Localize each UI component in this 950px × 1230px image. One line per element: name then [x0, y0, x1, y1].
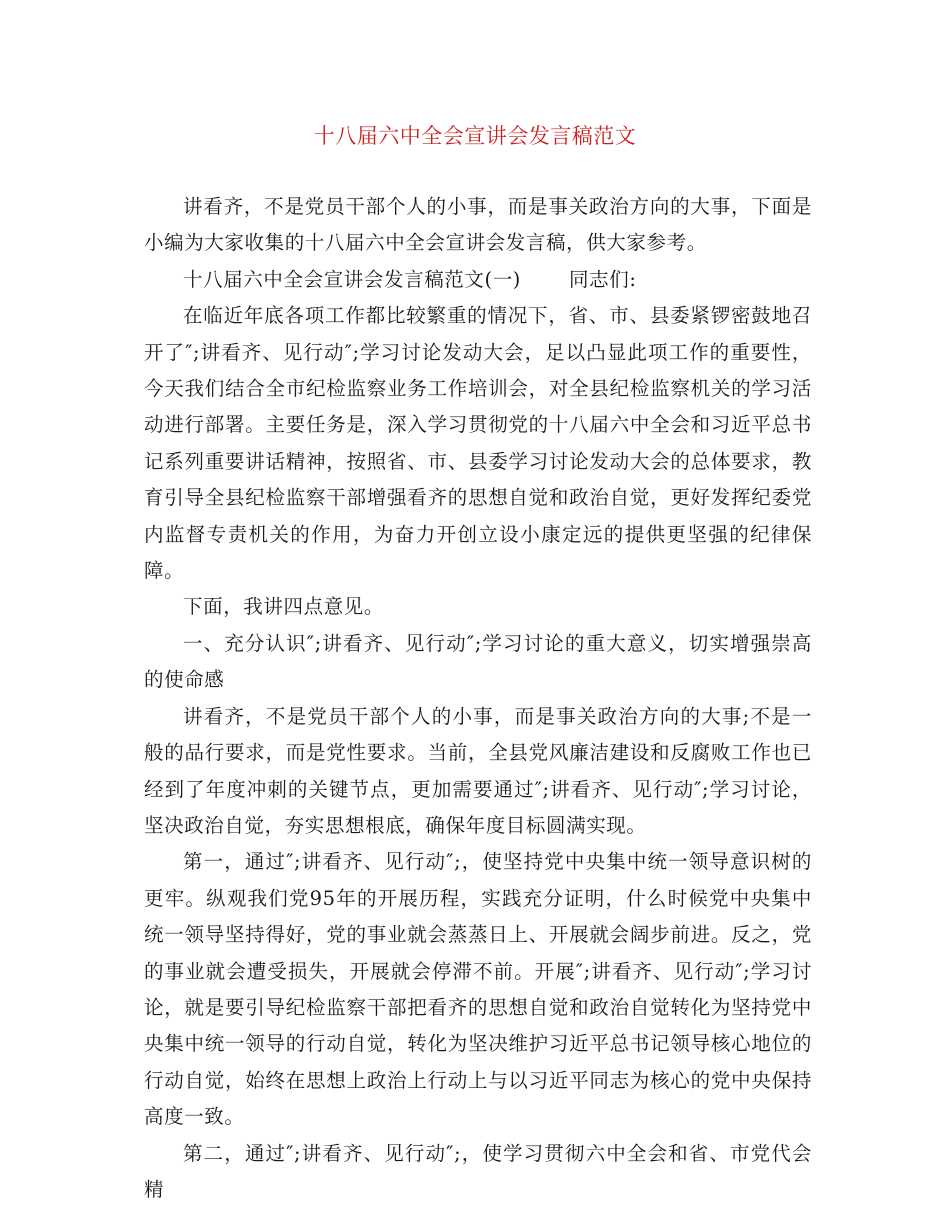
document-body: [144, 189, 812, 1208]
body-paragraph: 在临近年底各项工作都比较繁重的情况下，省、市、县委紧锣密鼓地召开了″;讲看齐、见行动″;学习讨论发动大会，足以凸显此项工作的重要性，今天我们结合全市纪检监察业务工作培训会，对全县纪检监察机关的学习活动进行部署。主要任务是，深入学习贯彻党的十八届六中全会和习近平总书记系列重要讲话精神，按照省、市、县委学习讨论发动大会的总体要求，教育引导全县纪检监察干部增强看齐的思想自觉和政治自觉，更好发挥纪委党内监督专责机关的作用，为奋力开创立设小康定远的提供更坚强的纪律保障。: [144, 304, 812, 583]
body-paragraph: 下面，我讲四点意见。: [183, 595, 385, 619]
body-paragraph: 一、充分认识″;讲看齐、见行动″;学习讨论的重大意义，切实增强崇高的使命感: [144, 631, 812, 692]
salutation: 同志们:: [569, 267, 637, 291]
body-paragraph: 第二，通过″;讲看齐、见行动″;，使学习贯彻六中全会和省、市党代会精: [144, 1141, 812, 1201]
body-paragraph: 第一，通过″;讲看齐、见行动″;，使坚持党中央集中统一领导意识树的更牢。纵观我们党95年的开展历程，实践充分证明，什么时候党中央集中统一领导坚持得好，党的事业就会蒸蒸日上、开展就会阔步前进。反之，党的事业就会遭受损失，开展就会停滞不前。开展″;讲看齐、见行动″;学习讨论，就是要引导纪检监察干部把看齐的思想自觉和政治自觉转化为坚持党中央集中统一领导的行动自觉，转化为坚决维护习近平总书记领导核心地位的行动自觉，始终在思想上政治上行动上与以习近平同志为核心的党中央保持高度一致。: [144, 850, 812, 1129]
section-heading-line: [144, 262, 812, 298]
section-heading: 十八届六中全会宣讲会发言稿范文(一): [183, 267, 522, 291]
body-paragraph: 讲看齐，不是党员干部个人的小事，而是事关政治方向的大事;不是一般的品行要求，而是党性要求。当前，全县党风廉洁建设和反腐败工作也已经到了年度冲刺的关键节点，更加需要通过″;讲看齐、见行动″;学习讨论，坚决政治自觉，夯实思想根底，确保年度目标圆满实现。: [144, 704, 812, 837]
intro-paragraph: 讲看齐，不是党员干部个人的小事，而是事关政治方向的大事，下面是小编为大家收集的十八届六中全会宣讲会发言稿，供大家参考。: [144, 195, 812, 255]
document-title: 十八届六中全会宣讲会发言稿范文: [313, 124, 637, 148]
